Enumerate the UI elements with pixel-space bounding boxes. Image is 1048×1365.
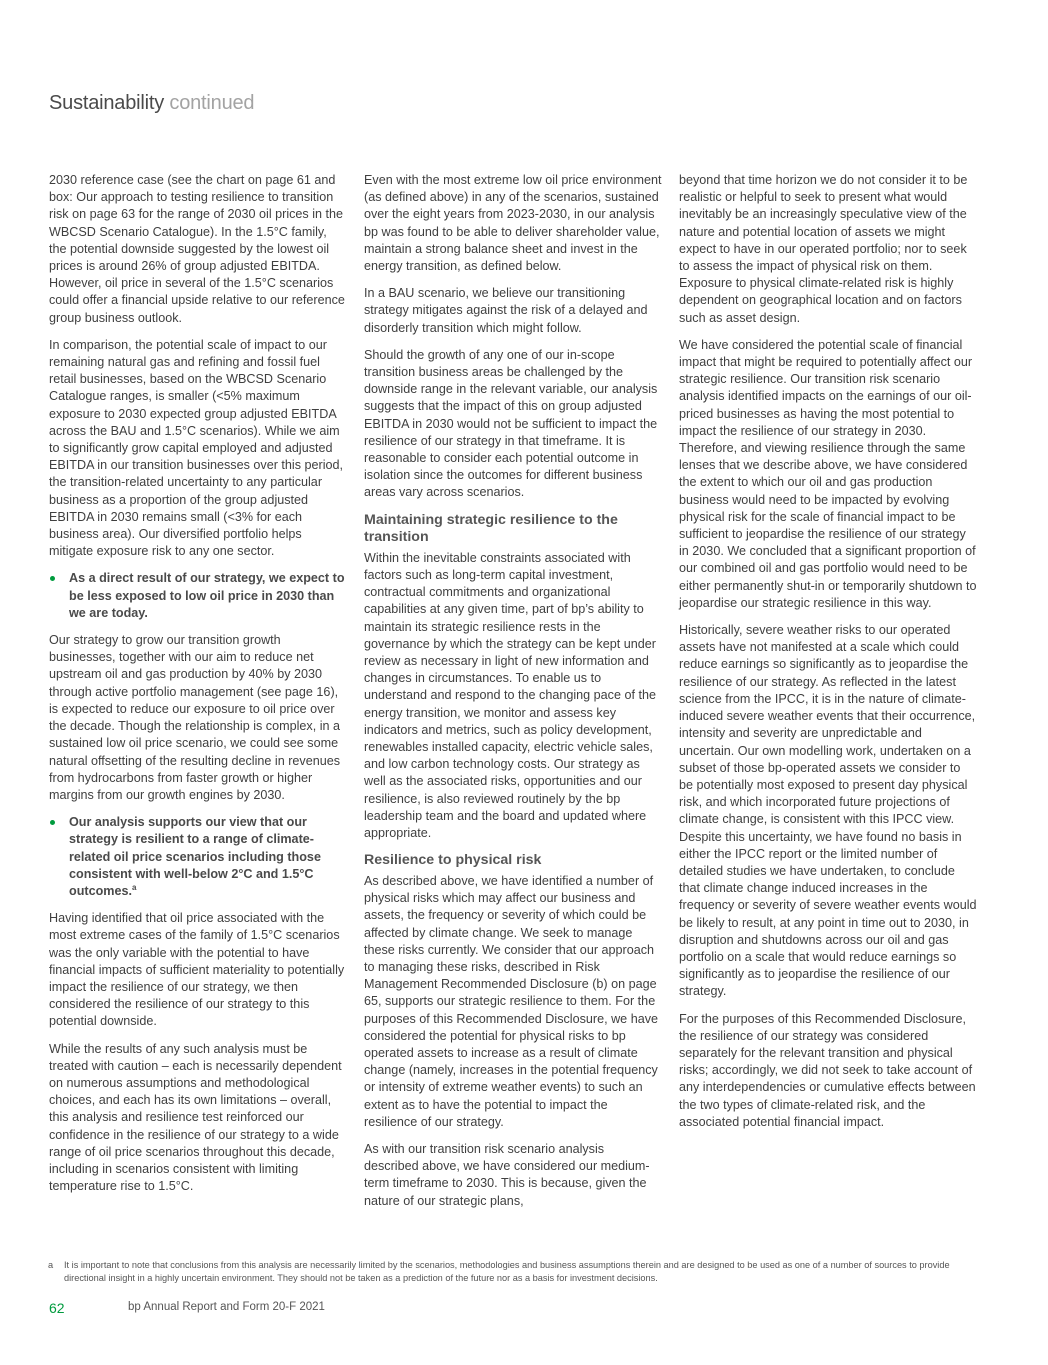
subheading: Resilience to physical risk <box>364 852 542 869</box>
paragraph: As described above, we have identified a number of physical risks which may affect our business and assets, the frequency or severity of which could be affected by climate change. We seek to manage these risks currently. We consider that our approach to managing these risks, described in Risk Management Recommended Disclosure (b) on page 65, supports our strategic resilience to them. For the purposes of this Recommended Disclosure, we have considered the potential for physical risks to bp operated assets to increase as a result of climate change (namely, increases in the potential frequency or intensity of extreme weather events) to such an extent as to have the potential to impact the resilience of our strategy. <box>364 873 658 1129</box>
paragraph: Having identified that oil price associated with the most extreme cases of the family of 1.5°C scenarios was the only variable with the potential to have financial impacts of sufficient materiality to potentially impact the resilience of our strategy, we then considered the resilience of our strategy to this potential downside. <box>49 911 345 1029</box>
footnote-mark: a <box>48 1260 54 1270</box>
paragraph: Our strategy to grow our transition growth businesses, together with our aim to reduce net upstream oil and gas production by 40% by 2030 through active portfolio management (see page 16), is expected to reduce our exposure to oil price over the decade. Though the relationship is complex, in a sustained low oil price scenario, we could see some natural offsetting of the resulting decline in revenues from hydrocarbons from faster growth or higher margins from our growth engines by 2030. <box>49 633 341 802</box>
paragraph: Within the inevitable constraints associated with factors such as long-term capital investment, contractual commitments and organizational capabilities at any given time, part of bp’s ability to maintain its strategic resilience rests in the governance by which the strategy can be kept under review as necessary in light of new information and changes in circumstances. To enable us to understand and respond to the changing pace of the energy transition, we monitor and assess key indicators and metrics, such as policy development, renewables installed capacity, electric vehicle sales, and low carbon technology costs. Our strategy as well as the associated risks, opportunities and our resilience, is also reviewed routinely by the bp leadership team and the board and updated where appropriate. <box>364 550 656 841</box>
text-column-1 <box>49 172 347 1205</box>
page-title <box>49 92 254 115</box>
paragraph: beyond that time horizon we do not consider it to be realistic or helpful to seek to present what would inevitably be an increasingly speculative view of the nature and potential location of assets we might expect to have in our operated portfolio; nor to seek to assess the impact of physical risk on them. Exposure to physical climate-related risk is highly dependent on geographical location and on factors such as asset design. <box>679 173 968 325</box>
bullet-dot-icon <box>50 576 55 581</box>
paragraph: As with our transition risk scenario analysis described above, we have considered our medium-term timeframe to 2030. This is because, given the nature of our strategic plans, <box>364 1141 650 1208</box>
footnote-reference: a <box>131 882 137 892</box>
bullet-text: As a direct result of our strategy, we expect to be less exposed to low oil price in 2030 than we are today. <box>69 571 345 620</box>
footnote <box>48 1259 978 1284</box>
paragraph: Historically, severe weather risks to our operated assets have not manifested at a scale which could reduce earnings so significantly as to jeopardise the resilience of our strategy. As reflected in the latest science from the IPCC, it is in the nature of climate-induced severe weather events that their occurrence, intensity and severity are unpredictable and uncertain. Our own modelling work, undertaken on a subset of those bp-operated assets we consider to be potentially most exposed to present day physical risk, and which incorporated future projections of climate change, is consistent with this IPCC view. Despite this uncertainty, we have found no basis in either the IPCC report or the limited number of detailed studies we have undertaken, to conclude that climate change induced increases in the frequency or severity of severe weather events would be likely to result, at any point in time out to 2030, in disruption and shutdowns across our oil and gas portfolio on a scale that would reduce earnings so significantly as to jeopardise the resilience of our strategy. <box>679 623 977 999</box>
paragraph: Even with the most extreme low oil price environment (as defined above) in any of the scenarios, sustained over the eight years from 2023-2030, in our analysis bp was found to be able to deliver shareholder value, maintain a strong balance sheet and invest in the energy transition, as defined below. <box>364 173 662 274</box>
publication-name: bp Annual Report and Form 20-F 2021 <box>128 1301 325 1313</box>
section-title: Sustainability <box>49 92 165 114</box>
section-continued-label: continued <box>169 92 255 114</box>
paragraph: While the results of any such analysis must be treated with caution – each is necessarily dependent on numerous assumptions and methodological choices, and each has its own limitations – overall, this analysis and resilience test reinforced our confidence in the resilience of our strategy to a wide range of oil price scenarios throughout this decade, including in scenarios consistent with limiting temperature rise to 1.5°C. <box>49 1041 342 1194</box>
text-column-3 <box>679 172 977 1141</box>
page-number: 62 <box>49 1300 65 1316</box>
paragraph: In comparison, the potential scale of impact to our remaining natural gas and refining and fossil fuel retail businesses, based on the WBCSD Scenario Catalogue ranges, is smaller (<5% maximum exposure to 2030 expected group adjusted EBITDA across the BAU and 1.5°C scenarios). While we aim to significantly grow capital employed and adjusted EBITDA in our transition businesses over this period, the transition-related uncertainty to any particular business as a proportion of the group adjusted EBITDA in 2030 remains small (<3% for each business area). Our diversified portfolio helps mitigate exposure risk to any one sector. <box>49 337 343 559</box>
bullet-text: Our analysis supports our view that our strategy is resilient to a range of climate-related oil price scenarios including those consistent with well-below 2°C and 1.5°C outcomes. <box>69 815 321 898</box>
text-column-2 <box>364 172 662 1220</box>
paragraph: In a BAU scenario, we believe our transitioning strategy mitigates against the risk of a delayed and disorderly transition which might follow. <box>364 286 648 335</box>
bullet-point <box>49 814 347 900</box>
subheading: Maintaining strategic resilience to the transition <box>364 511 618 546</box>
paragraph: Should the growth of any one of our in-scope transition business areas be challenged by the downside range in the relevant variable, our analysis suggests that the impact of this on group adjusted EBITDA in 2030 would not be sufficient to impact the resilience of our strategy in that timeframe. It is reasonable to consider each potential outcome in isolation since the outcomes for different business areas vary across scenarios. <box>364 347 658 500</box>
paragraph: For the purposes of this Recommended Disclosure, the resilience of our strategy was considered separately for the relevant transition and physical risks; accordingly, we did not seek to take account of any interdependencies or cumulative effects between the two types of climate-related risk, and the associated potential financial impact. <box>679 1011 976 1129</box>
paragraph: We have considered the potential scale of financial impact that might be required to potentially affect our strategic resilience. Our transition risk scenario analysis identified impacts on the earnings of our oil-priced businesses as having the most potential to impact the resilience of our strategy in 2030. Therefore, and viewing resilience through the same lenses that we describe above, we have considered the extent to which our oil and gas production business would need to be impacted by evolving physical risk for the scale of financial impact to be sufficient to jeopardise the resilience of our strategy in 2030. We concluded that a significant proportion of our combined oil and gas portfolio would need to be either permanently shut-in or temporarily shutdown to jeopardise our strategic resilience in this way. <box>679 337 977 610</box>
paragraph: 2030 reference case (see the chart on page 61 and box: Our approach to testing resilience to transition risk on page 63 for the range of 2030 oil prices in the WBCSD Scenario Catalogue). In the 1.5°C family, the potential downside suggested by the lowest oil prices is around 26% of group adjusted EBITDA. However, oil price in several of the 1.5°C scenarios could offer a financial upside relative to our reference group business outlook. <box>49 173 345 325</box>
bullet-dot-icon <box>50 820 55 825</box>
bullet-point <box>49 570 347 622</box>
footnote-text: It is important to note that conclusions from this analysis are necessarily limited by the scenarios, methodologies and business assumptions therein and are designed to be used as one of a number of sources to provide directional insight in a highly uncertain environment. They should not be taken as a prediction of the future nor as a basis for investment decisions. <box>64 1260 950 1283</box>
